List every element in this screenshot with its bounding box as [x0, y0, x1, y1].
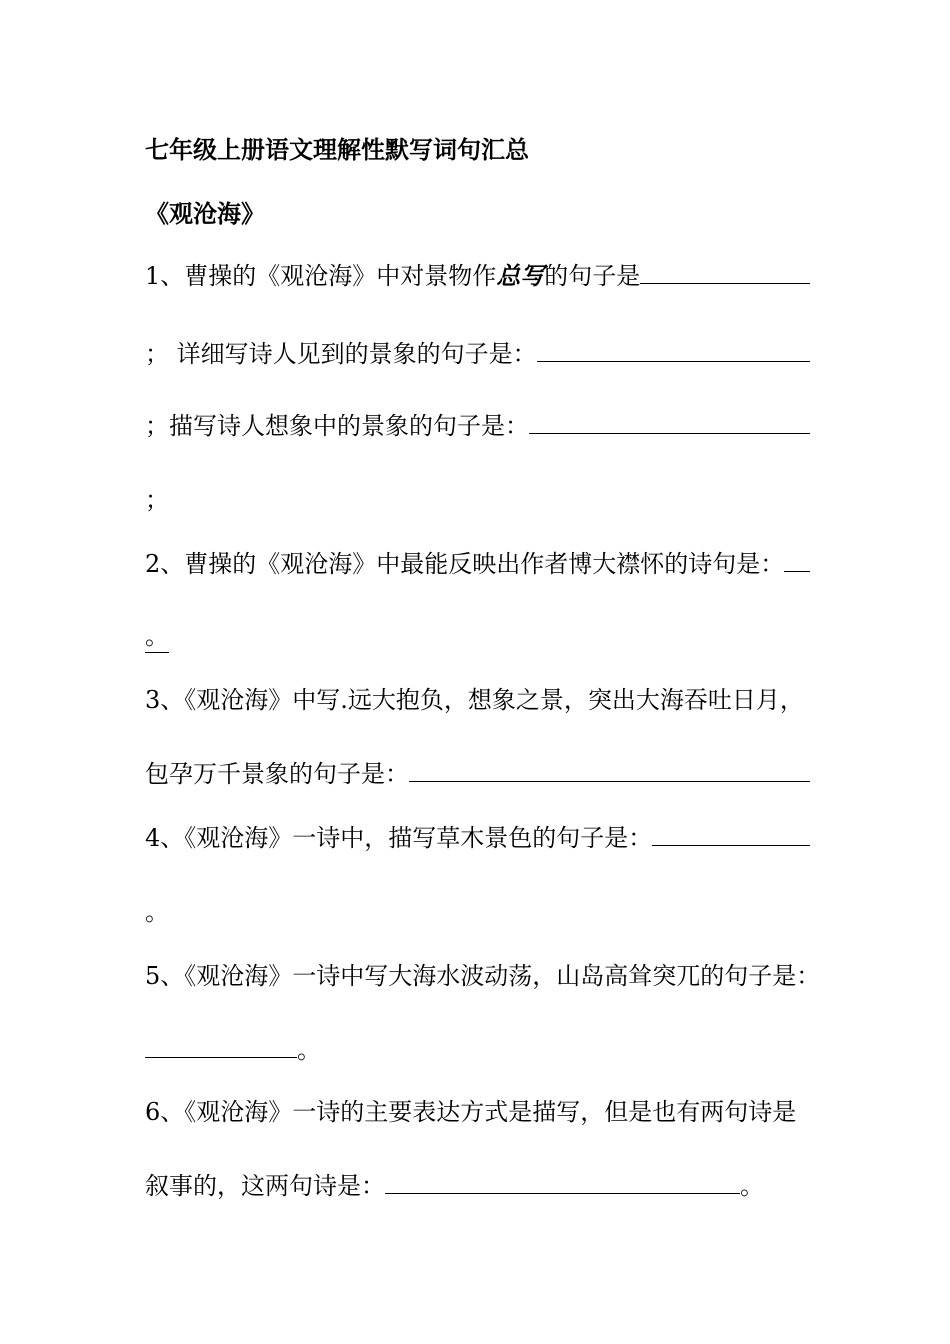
q5-line1 [145, 960, 821, 992]
q4-text-b: 。 [145, 898, 169, 926]
q6-text-a: 6、《观沧海》一诗的主要表达方式是描写，但是也有两句诗是 [145, 1098, 797, 1126]
q5-line2 [145, 1034, 810, 1066]
q1-blank-1[interactable] [640, 261, 810, 284]
q1-text-a: 1、曹操的《观沧海》中对景物作 [145, 262, 497, 290]
q6-line2 [145, 1170, 810, 1202]
page-title: 七年级上册语文理解性默写词句汇总 [145, 136, 529, 164]
q2-text-b[interactable]: 。 [145, 620, 169, 653]
q6-blank[interactable] [385, 1171, 740, 1194]
q6-text-b: 叙事的，这两句诗是： [145, 1172, 385, 1200]
q1-text-c: ； 详细写诗人见到的景象的句子是： [145, 340, 537, 368]
q3-text-a: 3、《观沧海》中写.远大抱负，想象之景，突出大海吞吐日月， [145, 686, 804, 714]
q5-text-a: 5、《观沧海》一诗中写大海水波动荡，山岛高耸突兀的句子是： [145, 962, 821, 990]
q2-line1 [145, 548, 810, 580]
q1-text-b: 的句子是 [544, 262, 641, 290]
q3-line2 [145, 758, 810, 790]
q1-line4 [145, 484, 810, 516]
q1-line1 [145, 260, 810, 292]
q2-line2 [145, 620, 810, 652]
q1-line3 [145, 410, 810, 442]
q4-line1 [145, 822, 810, 854]
q4-text-a: 4、《观沧海》一诗中，描写草木景色的句子是： [145, 824, 653, 852]
q4-line2 [145, 896, 810, 928]
q1-line2 [145, 338, 810, 370]
q1-text-e: ； [145, 486, 169, 514]
q1-blank-2[interactable] [537, 339, 810, 362]
q6-text-c: 。 [740, 1172, 764, 1200]
q3-line1 [145, 684, 810, 716]
q2-text-a: 2、曹操的《观沧海》中最能反映出作者博大襟怀的诗句是： [145, 550, 785, 578]
section-title: 《观沧海》 [145, 200, 265, 228]
q4-blank[interactable] [652, 823, 810, 846]
q3-blank[interactable] [409, 759, 810, 782]
q5-blank[interactable] [145, 1035, 297, 1058]
q1-text-d: ；描写诗人想象中的景象的句子是： [145, 412, 529, 440]
q2-blank-1[interactable] [784, 549, 810, 572]
q1-emphasis: 总写 [496, 262, 545, 290]
q1-blank-3[interactable] [529, 411, 810, 434]
q5-text-b: 。 [297, 1036, 321, 1064]
q3-text-b: 包孕万千景象的句子是： [145, 760, 409, 788]
q6-line1 [145, 1096, 810, 1128]
